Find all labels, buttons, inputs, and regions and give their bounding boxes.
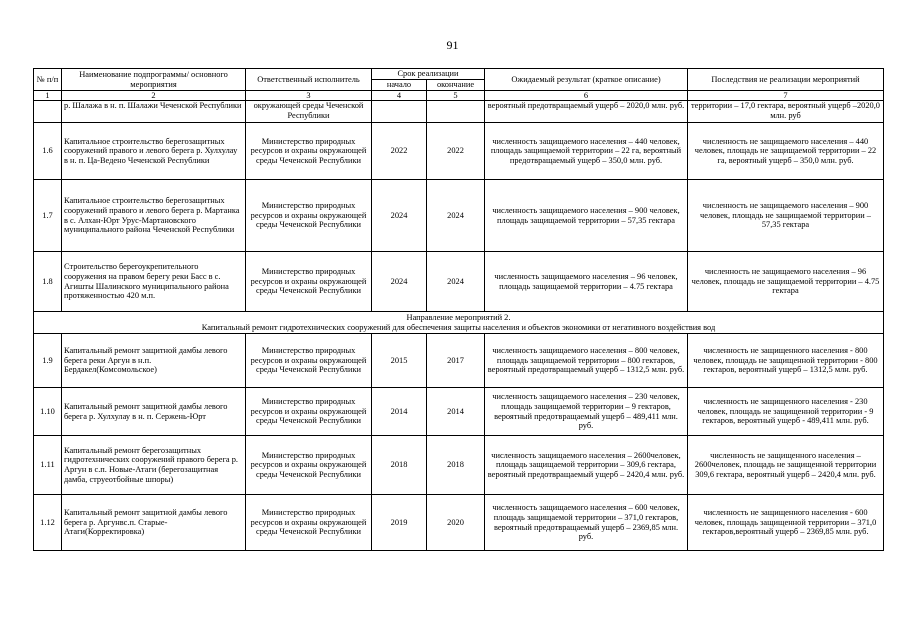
row-name: Капитальный ремонт защитной дамбы левого берега р. Хулхулау в н. п. Сержень-Юрт bbox=[62, 388, 246, 436]
row-name: Строительство берегоукрепительного сооружения на правом берегу реки Басс в с. Агишты Шалинского муниципального района протяженностью 420 м.п. bbox=[62, 252, 246, 312]
row-executor: Министерство природных ресурсов и охраны окружающей среды Чеченской Республики bbox=[246, 495, 372, 551]
header-name: Наименование подпрограммы/ основного мероприятия bbox=[62, 69, 246, 91]
page-number: 91 bbox=[446, 38, 459, 52]
row-consequences: численность не защищаемого населения – 440 человек, площадь не защищаемой территории – 22 га, вероятный ущерб – 350,0 млн. руб. bbox=[688, 123, 884, 180]
row-start bbox=[372, 101, 427, 123]
column-number: 4 bbox=[372, 91, 427, 101]
column-number: 2 bbox=[62, 91, 246, 101]
row-start: 2022 bbox=[372, 123, 427, 180]
column-number: 3 bbox=[246, 91, 372, 101]
row-consequences: численность не защищенного населения - 800 человек, площадь не защищенной территории - 800 гектаров, вероятный ущерб – 1312,5 млн. руб. bbox=[688, 334, 884, 388]
header-start: начало bbox=[372, 80, 427, 91]
row-consequences: численность не защищенного населения –2600человек, площадь не защищенной территории 309,6 гектара, вероятный ущерб – 2420,4 млн. руб. bbox=[688, 436, 884, 495]
measures-table bbox=[33, 68, 884, 551]
row-name: Капитальное строительство берегозащитных сооружений правого и левого берега р. Хулхулау в н. п. Ца-Ведено Чеченской Республики bbox=[62, 123, 246, 180]
section-title bbox=[34, 312, 884, 334]
row-num: 1.7 bbox=[34, 180, 62, 252]
row-num: 1.12 bbox=[34, 495, 62, 551]
row-result: численность защищаемого населения – 900 человек, площадь защищаемой территории – 57,35 гектара bbox=[485, 180, 688, 252]
row-consequences: численность не защищенного населения - 230 человек, площадь не защищенной территории - 9 гектаров, вероятный ущерб - 489,411 млн. руб. bbox=[688, 388, 884, 436]
table-row bbox=[34, 252, 884, 312]
row-end: 2020 bbox=[427, 495, 485, 551]
row-start: 2015 bbox=[372, 334, 427, 388]
row-result: численность защищаемого населения – 230 человек, площадь защищаемой территории – 9 гектаров, вероятный предотвращаемый ущерб – 489,411 млн. руб. bbox=[485, 388, 688, 436]
table-body bbox=[34, 101, 884, 551]
row-consequences: территории – 17,0 гектара, вероятный ущерб –2020,0 млн. руб bbox=[688, 101, 884, 123]
row-result: численность защищаемого населения – 96 человек, площадь защищаемой территории – 4.75 гектара bbox=[485, 252, 688, 312]
row-result: численность защищаемого населения – 2600человек, площадь защищаемой территории – 309,6 гектара, вероятный предотвращаемый ущерб – 2420,4 млн. руб. bbox=[485, 436, 688, 495]
column-number: 5 bbox=[427, 91, 485, 101]
column-number: 7 bbox=[688, 91, 884, 101]
row-num: 1.11 bbox=[34, 436, 62, 495]
row-name: Капитальный ремонт защитной дамбы левого берега реки Аргун в н.п. Бердакел(Комсомольское) bbox=[62, 334, 246, 388]
row-num: 1.10 bbox=[34, 388, 62, 436]
table-row bbox=[34, 180, 884, 252]
row-executor: Министерство природных ресурсов и охраны окружающей среды Чеченской Республики bbox=[246, 180, 372, 252]
table-row bbox=[34, 495, 884, 551]
row-start: 2014 bbox=[372, 388, 427, 436]
table-row bbox=[34, 388, 884, 436]
section-title-line1: Направление мероприятий 2. bbox=[406, 312, 511, 322]
table-row bbox=[34, 101, 884, 123]
row-start: 2024 bbox=[372, 180, 427, 252]
row-num: 1.9 bbox=[34, 334, 62, 388]
header-num: № п/п bbox=[34, 69, 62, 91]
row-start: 2018 bbox=[372, 436, 427, 495]
row-end bbox=[427, 101, 485, 123]
row-name: Капитальное строительство берегозащитных сооружений правого и левого берега р. Мартанка в с. Алхан-Юрт Урус-Мартановского муниципального района Чеченской Республики bbox=[62, 180, 246, 252]
row-result: численность защищаемого населения – 600 человек, площадь защищаемой территории – 371,0 гектаров, вероятный предотвращаемый ущерб – 2369,85 млн. руб. bbox=[485, 495, 688, 551]
row-executor: Министерство природных ресурсов и охраны окружающей среды Чеченской Республики bbox=[246, 388, 372, 436]
header-executor: Ответственный исполнитель bbox=[246, 69, 372, 91]
row-name: р. Шалажа в н. п. Шалажи Чеченской Республики bbox=[62, 101, 246, 123]
column-number-row bbox=[34, 91, 884, 101]
row-executor: Министерство природных ресурсов и охраны окружающей среды Чеченской Республики bbox=[246, 123, 372, 180]
row-end: 2018 bbox=[427, 436, 485, 495]
row-num bbox=[34, 101, 62, 123]
table-row bbox=[34, 334, 884, 388]
row-consequences: численность не защищаемого населения – 900 человек, площадь не защищаемой территории – 57,35 гектара bbox=[688, 180, 884, 252]
row-result: вероятный предотвращаемый ущерб – 2020,0 млн. руб. bbox=[485, 101, 688, 123]
header-consequences: Последствия не реализации мероприятий bbox=[688, 69, 884, 91]
row-executor: Министерство природных ресурсов и охраны окружающей среды Чеченской Республики bbox=[246, 252, 372, 312]
table-row bbox=[34, 436, 884, 495]
row-start: 2019 bbox=[372, 495, 427, 551]
row-name: Капитальный ремонт защитной дамбы левого берега р. Аргунвс.п. Старые-Атаги(Корректировка) bbox=[62, 495, 246, 551]
header-result: Ожидаемый результат (краткое описание) bbox=[485, 69, 688, 91]
row-end: 2017 bbox=[427, 334, 485, 388]
row-name: Капитальный ремонт берегозащитных гидротехнических сооружений правого берега р. Аргун в с.п. Новые-Атаги (берегозащитная дамба, струеотбойные шпоры) bbox=[62, 436, 246, 495]
column-number: 6 bbox=[485, 91, 688, 101]
row-end: 2014 bbox=[427, 388, 485, 436]
row-end: 2024 bbox=[427, 252, 485, 312]
column-number: 1 bbox=[34, 91, 62, 101]
row-consequences: численность не защищаемого населения – 96 человек, площадь не защищаемой территории – 4.75 гектара bbox=[688, 252, 884, 312]
row-end: 2024 bbox=[427, 180, 485, 252]
header-period: Срок реализации bbox=[372, 69, 485, 80]
row-result: численность защищаемого населения – 440 человек, площадь защищаемой территории – 22 га, вероятный предотвращаемый ущерб – 350,0 млн. руб. bbox=[485, 123, 688, 180]
section-header-row bbox=[34, 312, 884, 334]
table-header bbox=[34, 69, 884, 101]
row-num: 1.6 bbox=[34, 123, 62, 180]
row-result: численность защищаемого населения – 800 человек, площадь защищаемой территории – 800 гектаров, вероятный предотвращаемый ущерб – 1312,5 млн. руб. bbox=[485, 334, 688, 388]
row-start: 2024 bbox=[372, 252, 427, 312]
row-executor: окружающей среды Чеченской Республики bbox=[246, 101, 372, 123]
row-num: 1.8 bbox=[34, 252, 62, 312]
row-executor: Министерство природных ресурсов и охраны окружающей среды Чеченской Республики bbox=[246, 334, 372, 388]
row-consequences: численность не защищенного населения - 600 человек, площадь защищенной территории – 371,0 гектаров,вероятный ущерб – 2369,85 млн. руб. bbox=[688, 495, 884, 551]
section-title-line2: Капитальный ремонт гидротехнических сооружений для обеспечения защиты населения и объектов экономики от негативного воздействия вод bbox=[201, 322, 716, 332]
header-end: окончание bbox=[427, 80, 485, 91]
row-end: 2022 bbox=[427, 123, 485, 180]
table-row bbox=[34, 123, 884, 180]
row-executor: Министерство природных ресурсов и охраны окружающей среды Чеченской Республики bbox=[246, 436, 372, 495]
